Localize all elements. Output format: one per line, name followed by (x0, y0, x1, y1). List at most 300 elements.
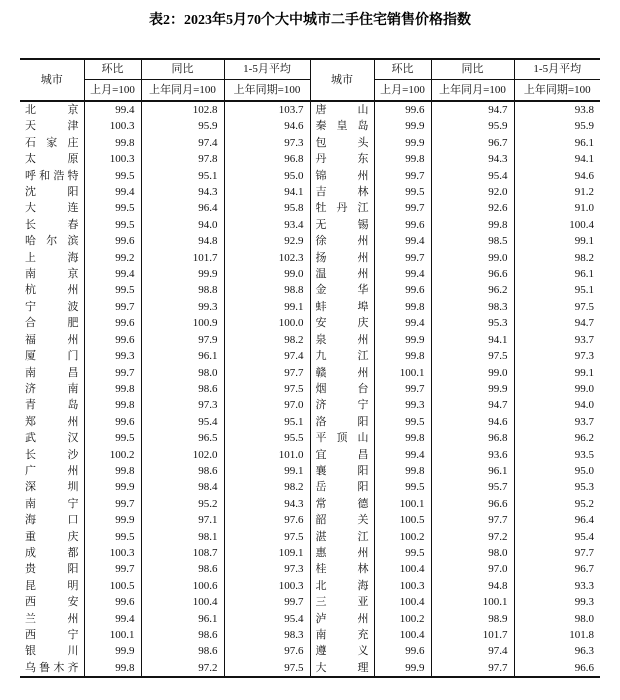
mom-value: 99.9 (374, 660, 431, 677)
yoy-value: 96.4 (141, 200, 224, 216)
city-cell (20, 512, 84, 528)
city-cell (20, 529, 84, 545)
city-name: 九江 (315, 350, 369, 363)
yoy-value: 97.1 (141, 512, 224, 528)
yoy-value: 102.0 (141, 447, 224, 463)
city-name: 安庆 (315, 317, 369, 330)
city-name: 成都 (25, 546, 79, 559)
city-name: 济宁 (315, 399, 369, 412)
avg-value: 97.5 (224, 381, 310, 397)
city-name: 金华 (315, 284, 369, 297)
mom-value: 99.9 (374, 118, 431, 134)
avg-value: 95.0 (514, 463, 600, 479)
mom-value: 99.5 (84, 529, 141, 545)
city-name: 杭州 (25, 284, 79, 297)
yoy-value: 97.7 (431, 660, 514, 677)
city-cell (310, 250, 374, 266)
mom-value: 99.6 (374, 101, 431, 118)
city-cell (310, 414, 374, 430)
mom-value: 99.5 (84, 217, 141, 233)
city-name: 武汉 (25, 432, 79, 445)
city-cell (20, 594, 84, 610)
yoy-value: 98.6 (141, 643, 224, 659)
city-cell (20, 233, 84, 249)
city-cell (310, 381, 374, 397)
avg-value: 97.5 (514, 299, 600, 315)
mom-value: 99.7 (84, 561, 141, 577)
avg-value: 96.7 (514, 561, 600, 577)
table-row (20, 381, 600, 397)
city-cell (20, 135, 84, 151)
city-name: 哈尔滨 (25, 235, 79, 248)
mom-value: 99.6 (374, 643, 431, 659)
city-name: 宁波 (25, 300, 79, 313)
city-name: 岳阳 (315, 481, 369, 494)
yoy-value: 100.4 (141, 594, 224, 610)
city-name: 沈阳 (25, 186, 79, 199)
avg-value: 93.7 (514, 414, 600, 430)
page-title: 表2：2023年5月70个大中城市二手住宅销售价格指数 (149, 13, 471, 28)
mom-value: 100.2 (84, 447, 141, 463)
avg-value: 100.4 (514, 217, 600, 233)
avg-value: 97.4 (224, 348, 310, 364)
yoy-value: 98.6 (141, 627, 224, 643)
city-name: 大连 (25, 202, 79, 215)
avg-value: 97.0 (224, 397, 310, 413)
city-name: 福州 (25, 333, 79, 346)
avg-value: 94.1 (514, 151, 600, 167)
column-subheader-mom-left: 上月=100 (84, 80, 141, 102)
city-name: 常德 (315, 497, 369, 510)
yoy-value: 97.9 (141, 332, 224, 348)
yoy-value: 101.7 (431, 627, 514, 643)
yoy-value: 99.8 (431, 217, 514, 233)
yoy-value: 98.6 (141, 561, 224, 577)
column-header-mom-right: 环比 (374, 59, 431, 80)
column-subheader-yoy-left: 上年同月=100 (141, 80, 224, 102)
city-name: 吉林 (315, 186, 369, 199)
city-cell (20, 643, 84, 659)
table-row (20, 135, 600, 151)
yoy-value: 94.7 (431, 397, 514, 413)
city-cell (310, 561, 374, 577)
mom-value: 99.9 (84, 643, 141, 659)
yoy-value: 98.8 (141, 282, 224, 298)
table-row (20, 643, 600, 659)
city-cell (20, 282, 84, 298)
city-name: 温州 (315, 268, 369, 281)
avg-value: 97.3 (224, 561, 310, 577)
avg-value: 97.7 (224, 365, 310, 381)
mom-value: 99.5 (374, 479, 431, 495)
table-row (20, 348, 600, 364)
avg-value: 98.0 (514, 611, 600, 627)
mom-value: 99.2 (84, 250, 141, 266)
mom-value: 100.3 (84, 151, 141, 167)
mom-value: 99.6 (374, 217, 431, 233)
avg-value: 95.9 (514, 118, 600, 134)
city-name: 广州 (25, 464, 79, 477)
city-cell (20, 430, 84, 446)
city-name: 石家庄 (25, 136, 79, 149)
city-name: 厦门 (25, 350, 79, 363)
city-name: 南充 (315, 629, 369, 641)
avg-value: 95.3 (514, 479, 600, 495)
avg-value: 95.2 (514, 496, 600, 512)
city-cell (20, 397, 84, 413)
city-name: 南京 (25, 268, 79, 281)
yoy-value: 96.6 (431, 496, 514, 512)
mom-value: 100.2 (374, 611, 431, 627)
yoy-value: 94.8 (141, 233, 224, 249)
yoy-value: 98.4 (141, 479, 224, 495)
city-cell (20, 250, 84, 266)
yoy-value: 97.0 (431, 561, 514, 577)
yoy-value: 98.3 (431, 299, 514, 315)
city-name: 秦皇岛 (315, 120, 369, 133)
city-cell (310, 529, 374, 545)
mom-value: 99.3 (84, 348, 141, 364)
city-name: 西宁 (25, 629, 79, 641)
city-cell (20, 118, 84, 134)
city-name: 昆明 (25, 579, 79, 592)
table-row (20, 151, 600, 167)
mom-value: 100.3 (374, 578, 431, 594)
avg-value: 97.6 (224, 512, 310, 528)
mom-value: 99.8 (374, 348, 431, 364)
yoy-value: 100.6 (141, 578, 224, 594)
column-subheader-mom-right: 上月=100 (374, 80, 431, 102)
mom-value: 99.6 (84, 233, 141, 249)
avg-value: 93.4 (224, 217, 310, 233)
avg-value: 94.0 (514, 397, 600, 413)
mom-value: 100.4 (374, 594, 431, 610)
avg-value: 98.2 (224, 479, 310, 495)
mom-value: 99.6 (84, 315, 141, 331)
mom-value: 99.7 (374, 381, 431, 397)
avg-value: 93.8 (514, 101, 600, 118)
column-header-yoy-right: 同比 (431, 59, 514, 80)
yoy-value: 96.5 (141, 430, 224, 446)
city-cell (310, 479, 374, 495)
city-name: 包头 (315, 136, 369, 149)
avg-value: 97.5 (224, 660, 310, 677)
city-name: 呼和浩特 (25, 169, 79, 182)
avg-value: 96.6 (514, 660, 600, 677)
mom-value: 99.4 (374, 315, 431, 331)
city-cell (310, 135, 374, 151)
city-name: 泉州 (315, 333, 369, 346)
city-name: 银川 (25, 645, 79, 658)
yoy-value: 95.7 (431, 479, 514, 495)
avg-value: 96.4 (514, 512, 600, 528)
mom-value: 100.2 (374, 529, 431, 545)
city-cell (310, 151, 374, 167)
table-row (20, 233, 600, 249)
avg-value: 94.6 (514, 168, 600, 184)
city-name: 三亚 (315, 596, 369, 609)
column-subheader-avg-left: 上年同期=100 (224, 80, 310, 102)
yoy-value: 97.4 (141, 135, 224, 151)
yoy-value: 99.9 (141, 266, 224, 282)
yoy-value: 100.1 (431, 594, 514, 610)
avg-value: 101.8 (514, 627, 600, 643)
yoy-value: 96.1 (431, 463, 514, 479)
avg-value: 95.8 (224, 200, 310, 216)
avg-value: 109.1 (224, 545, 310, 561)
city-cell (20, 217, 84, 233)
yoy-value: 96.7 (431, 135, 514, 151)
yoy-value: 94.0 (141, 217, 224, 233)
city-name: 兰州 (25, 612, 79, 625)
avg-value: 99.0 (514, 381, 600, 397)
mom-value: 99.8 (84, 381, 141, 397)
yoy-value: 95.1 (141, 168, 224, 184)
column-subheader-avg-right: 上年同期=100 (514, 80, 600, 102)
mom-value: 99.6 (84, 332, 141, 348)
yoy-value: 94.3 (431, 151, 514, 167)
city-name: 烟台 (315, 382, 369, 395)
yoy-value: 95.2 (141, 496, 224, 512)
city-name: 济南 (25, 382, 79, 395)
table-row (20, 168, 600, 184)
city-name: 西安 (25, 596, 79, 609)
mom-value: 99.8 (84, 660, 141, 677)
avg-value: 99.7 (224, 594, 310, 610)
yoy-value: 93.6 (431, 447, 514, 463)
table-row (20, 660, 600, 677)
city-name: 南昌 (25, 366, 79, 379)
mom-value: 100.3 (84, 545, 141, 561)
table-row (20, 578, 600, 594)
column-header-avg-right: 1-5月平均 (514, 59, 600, 80)
column-header-avg-left: 1-5月平均 (224, 59, 310, 80)
city-cell (20, 151, 84, 167)
city-name: 海口 (25, 514, 79, 527)
avg-value: 102.3 (224, 250, 310, 266)
city-name: 长春 (25, 218, 79, 231)
city-cell (20, 496, 84, 512)
table-row (20, 200, 600, 216)
avg-value: 96.1 (514, 266, 600, 282)
city-cell (20, 627, 84, 643)
mom-value: 99.8 (84, 397, 141, 413)
yoy-value: 98.9 (431, 611, 514, 627)
mom-value: 99.5 (84, 282, 141, 298)
mom-value: 99.4 (84, 184, 141, 200)
table-row (20, 512, 600, 528)
city-name: 赣州 (315, 366, 369, 379)
city-name: 襄阳 (315, 464, 369, 477)
avg-value: 97.3 (514, 348, 600, 364)
avg-value: 99.1 (514, 365, 600, 381)
table-row (20, 217, 600, 233)
city-name: 乌鲁木齐 (25, 661, 79, 674)
city-name: 合肥 (25, 317, 79, 330)
table-row (20, 496, 600, 512)
avg-value: 97.6 (224, 643, 310, 659)
city-name: 桂林 (315, 563, 369, 576)
yoy-value: 95.9 (141, 118, 224, 134)
yoy-value: 94.3 (141, 184, 224, 200)
yoy-value: 96.1 (141, 348, 224, 364)
city-name: 重庆 (25, 530, 79, 543)
city-cell (310, 266, 374, 282)
city-name: 青岛 (25, 399, 79, 412)
city-name: 上海 (25, 251, 79, 264)
table-row (20, 315, 600, 331)
yoy-value: 108.7 (141, 545, 224, 561)
yoy-value: 97.3 (141, 397, 224, 413)
avg-value: 99.1 (514, 233, 600, 249)
city-cell (20, 168, 84, 184)
table-row (20, 184, 600, 200)
city-cell (310, 660, 374, 677)
mom-value: 99.5 (84, 168, 141, 184)
table-row (20, 365, 600, 381)
city-cell (20, 348, 84, 364)
avg-value: 91.2 (514, 184, 600, 200)
avg-value: 92.9 (224, 233, 310, 249)
table-row (20, 611, 600, 627)
mom-value: 99.4 (374, 266, 431, 282)
city-cell (310, 627, 374, 643)
city-name: 扬州 (315, 251, 369, 264)
column-header-yoy-left: 同比 (141, 59, 224, 80)
avg-value: 94.1 (224, 184, 310, 200)
city-cell (20, 660, 84, 677)
city-name: 郑州 (25, 415, 79, 428)
yoy-value: 97.5 (431, 348, 514, 364)
price-index-table (20, 58, 600, 678)
avg-value: 94.6 (224, 118, 310, 134)
avg-value: 91.0 (514, 200, 600, 216)
city-cell (310, 184, 374, 200)
avg-value: 103.7 (224, 101, 310, 118)
city-cell (310, 512, 374, 528)
avg-value: 93.7 (514, 332, 600, 348)
city-cell (310, 463, 374, 479)
mom-value: 99.7 (374, 250, 431, 266)
city-name: 惠州 (315, 546, 369, 559)
city-cell (310, 118, 374, 134)
mom-value: 99.8 (374, 299, 431, 315)
city-name: 泸州 (315, 612, 369, 625)
yoy-value: 92.6 (431, 200, 514, 216)
mom-value: 100.1 (374, 496, 431, 512)
mom-value: 100.5 (374, 512, 431, 528)
mom-value: 99.8 (374, 430, 431, 446)
city-name: 天津 (25, 120, 79, 133)
city-cell (20, 545, 84, 561)
yoy-value: 99.3 (141, 299, 224, 315)
mom-value: 99.5 (374, 545, 431, 561)
avg-value: 95.4 (224, 611, 310, 627)
mom-value: 99.4 (84, 611, 141, 627)
mom-value: 100.4 (374, 561, 431, 577)
mom-value: 99.8 (84, 135, 141, 151)
city-name: 平顶山 (315, 432, 369, 445)
city-name: 南宁 (25, 497, 79, 510)
yoy-value: 97.2 (431, 529, 514, 545)
table-row (20, 430, 600, 446)
avg-value: 93.5 (514, 447, 600, 463)
yoy-value: 102.8 (141, 101, 224, 118)
mom-value: 99.8 (374, 151, 431, 167)
avg-value: 99.1 (224, 299, 310, 315)
yoy-value: 99.0 (431, 250, 514, 266)
table-row (20, 594, 600, 610)
city-name: 丹东 (315, 153, 369, 166)
city-cell (310, 315, 374, 331)
avg-value: 94.3 (224, 496, 310, 512)
table-row (20, 282, 600, 298)
yoy-value: 98.1 (141, 529, 224, 545)
city-name: 深圳 (25, 481, 79, 494)
yoy-value: 96.6 (431, 266, 514, 282)
avg-value: 99.3 (514, 594, 600, 610)
yoy-value: 99.0 (431, 365, 514, 381)
city-name: 牡丹江 (315, 202, 369, 215)
city-cell (20, 101, 84, 118)
table-row (20, 299, 600, 315)
avg-value: 101.0 (224, 447, 310, 463)
city-cell (20, 184, 84, 200)
avg-value: 100.3 (224, 578, 310, 594)
avg-value: 96.3 (514, 643, 600, 659)
city-name: 锦州 (315, 169, 369, 182)
city-cell (310, 168, 374, 184)
city-cell (20, 266, 84, 282)
avg-value: 97.5 (224, 529, 310, 545)
city-name: 徐州 (315, 235, 369, 248)
city-cell (20, 414, 84, 430)
table-row (20, 529, 600, 545)
mom-value: 99.6 (374, 282, 431, 298)
table-header (20, 59, 600, 101)
table-row (20, 561, 600, 577)
city-name: 太原 (25, 153, 79, 166)
city-cell (310, 365, 374, 381)
table-row (20, 266, 600, 282)
city-name: 北海 (315, 579, 369, 592)
avg-value: 95.5 (224, 430, 310, 446)
mom-value: 99.3 (374, 397, 431, 413)
city-name: 北京 (25, 104, 79, 116)
mom-value: 99.8 (84, 463, 141, 479)
yoy-value: 98.0 (431, 545, 514, 561)
city-cell (310, 496, 374, 512)
avg-value: 95.0 (224, 168, 310, 184)
city-name: 贵阳 (25, 563, 79, 576)
mom-value: 100.1 (374, 365, 431, 381)
avg-value: 97.3 (224, 135, 310, 151)
avg-value: 97.7 (514, 545, 600, 561)
city-cell (20, 200, 84, 216)
city-name: 长沙 (25, 448, 79, 461)
city-name: 大理 (315, 661, 369, 674)
city-cell (310, 332, 374, 348)
yoy-value: 99.9 (431, 381, 514, 397)
yoy-value: 98.5 (431, 233, 514, 249)
mom-value: 100.3 (84, 118, 141, 134)
yoy-value: 97.2 (141, 660, 224, 677)
city-cell (20, 479, 84, 495)
city-name: 韶关 (315, 514, 369, 527)
avg-value: 96.8 (224, 151, 310, 167)
city-cell (20, 611, 84, 627)
yoy-value: 97.7 (431, 512, 514, 528)
